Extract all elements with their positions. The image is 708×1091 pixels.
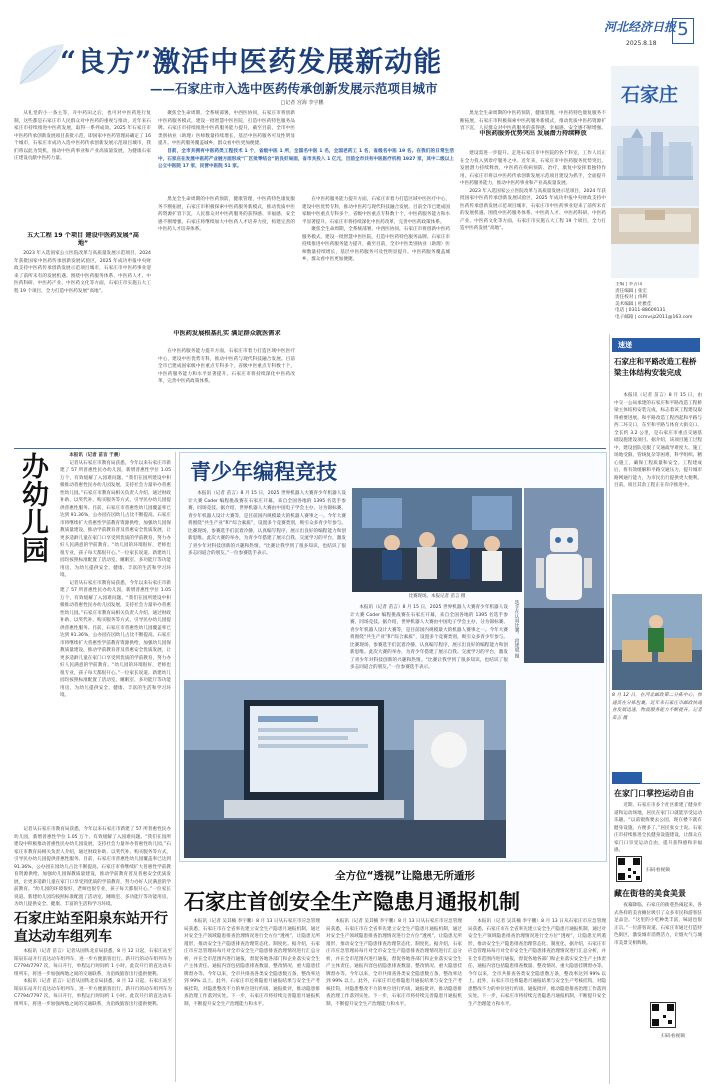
column-label-bar	[612, 772, 700, 784]
qr-code[interactable]	[616, 856, 642, 882]
qr-label-2: 扫码看视频	[661, 1034, 685, 1039]
issue-date: 2025.8.18	[626, 40, 657, 47]
street-body	[614, 902, 702, 998]
express-body	[614, 392, 702, 588]
column-paragraph: 近期，石家庄市多个社区新建了健身步道和运动场地，居民在家门口就能享受运动乐趣。“以前锻炼要去公园，现在楼下就有健身设施，方便多了。”居民张女士说。石家庄市持续推进全民健身设施建设，让群众在家门口享受运动自由，提升获得感和幸福感。	[614, 803, 702, 852]
left-story-paragraph: 记者从石家庄市教育局获悉，今年以来石家庄市新建了 57 所普惠性民办幼儿园，新增普惠性学位 1.05 万个，有效缓解了入园难问题。“我们在园所建设中积极推动普惠性民办幼儿园发展，支持社会力量举办普惠性幼儿园。”石家庄市教育局相关负责人介绍，通过财政补助、以奖代补、购买服务等方式，引导民办幼儿园提供普惠性服务。目前，石家庄市普惠性幼儿园覆盖率已达到 91.36%，公办园在园幼儿占比不断提高。石家庄市将继续扩大普惠性学前教育资源供给，加强幼儿园保教质量建设，推动学前教育普及普惠安全优质发展，让更多适龄儿童在家门口享受到优质的学前教育，努力办好人民满意的学前教育。“幼儿园的环境很好，老师也很专业，孩子每天都很开心。”一位家长说道。新建幼儿园均按照标准配置了活动室、睡眠室、多功能厅等功能用房，为幼儿提供安全、健康、丰富的生活和学习环境。	[60, 460, 171, 578]
courier-caption-text: 8 月 12 日，在河北邮政第二分拣中心，快递员在分拣包裹。近年来石家庄市邮政快递业发展迅速，物流服务能力不断提升。记者 苗言 摄	[612, 693, 702, 721]
coding-photo-3	[184, 680, 506, 858]
qr-code-icon	[617, 857, 641, 881]
express-title: 石家庄和平路改造工程桥梁主体结构安装完成	[614, 357, 697, 377]
safety-kicker: 全方位“透视”让隐患无所遁形	[335, 870, 475, 882]
qr-code-icon	[651, 1003, 675, 1027]
staff-line: 主编 | 李占山	[615, 282, 643, 287]
staff-line: 美术编辑 | 杜雅佳	[615, 301, 652, 307]
coding-caption-2-vertical	[512, 600, 522, 720]
coding-caption-2: 选手在认真比赛。 段建斌 摄	[514, 600, 519, 659]
coding-title: 青少年编程竞技	[190, 459, 337, 484]
express-paragraph: 本报讯（记者 苗言）8 月 15 日，由中交一公局承建的石家庄和平路改造工程桥梁主体结构安装完成，标志着该工程建设取得重要进展。和平路改造工程西起和平路与西二环交口，东至和平路与体育大街交口，全长约 3.2 公里，是石家庄市重点交通基础设施建设项目。据介绍，该项目施工过程中，建设团队克服了交通疏导难度大、施工场地受限、管线复杂等困难，科学组织、精心施工，确保工程质量和安全。工程建成后，将有效缓解和平路交通压力，提升城市路网通行能力，为市民出行提供更大便利。目前，项目其余工程正在有序推进中。	[614, 393, 702, 488]
left-story-paragraph: 记者从石家庄市教育局获悉，今年以来石家庄市新建了 57 所普惠性民办幼儿园，新增普惠性学位 1.05 万个，有效缓解了入园难问题。“我们在园所建设中积极推动普惠性民办幼儿园发展，支持社会力量举办普惠性幼儿园。”石家庄市教育局相关负责人介绍，通过财政补助、以奖代补、购买服务等方式，引导民办幼儿园提供普惠性服务。目前，石家庄市普惠性幼儿园覆盖率已达到 91.36%，公办园在园幼儿占比不断提高。石家庄市将继续扩大普惠性学前教育资源供给，加强幼儿园保教质量建设，推动学前教育普及普惠安全优质发展，让更多适龄儿童在家门口享受到优质的学前教育，努力办好人民满意的学前教育。“幼儿园的环境很好，老师也很专业，孩子每天都很开心。”一位家长说道。新建幼儿园均按照标准配置了活动室、睡眠室、多功能厅等功能用房，为幼儿提供安全、健康、丰富的生活和学习环境。	[60, 580, 171, 698]
lead-subheading-1: 五大工程 19 个项目 建设中医药发展“高地”	[27, 232, 139, 247]
staff-line: 责任编辑 | 张宏	[615, 288, 648, 294]
courier-caption	[612, 692, 702, 768]
street-paragraph: 夜幕降临，石家庄的街巷热闹起来。各式各样的美食摊位吸引了众多市民和游客驻足品尝。“这里的小吃种类丰富，味道也很正宗。”一位游客说道。石家庄市通过打造特色街区，激发城市消费活力，让烟火气与城市美景交相辉映。	[614, 903, 702, 946]
courier-photo-image	[612, 594, 702, 690]
lead-column-3	[302, 196, 450, 446]
rail-story-title: 石家庄站至阳泉东站开行直达动车组列车	[14, 911, 168, 945]
left-story-byline: 本报讯（记者 苗言 于晨）	[69, 453, 123, 458]
rail-story-body	[14, 948, 172, 1083]
column-divider	[175, 452, 176, 1082]
robot-photo	[524, 488, 604, 663]
staff-line: 责任校对 | 佟利	[615, 295, 648, 300]
safety-column-2	[326, 918, 462, 1084]
column-body	[614, 802, 702, 852]
lead-highlight-text: 目前，全市共拥有中医药类工程技术 1 个，省级中医 1 所，全国名中医 1 名，全国老药工 1 名，省级名中医 19 名。在我们的日常生活中，石家庄在发展中医药产业链方面形成“厂区批零结合”的良好局面，省市共投入 1 亿元，目前全市共有中医医疗机构 1927 家，其中二级以上公立中医院 17 家，民营中医院 51 家。	[158, 149, 454, 169]
lead-paragraph: 聚焦全生命周期，全系统部署，中西医协同，石家庄市将创新中医药服务模式，建设一批智慧中医医院，打造中医药特色服务品牌。石家庄市持续推进中医药服务能力提升，截至目前，全市中医类别执业（助理）医师数量持续增长，基层中医药服务可及性明显提升。中医药服务覆盖城乡，群众看中医更加便捷。	[158, 111, 295, 146]
coding-photo-1	[352, 488, 522, 592]
square-illustration	[611, 208, 699, 244]
editor-email[interactable]: 电子邮箱 | ccmvsjz2011@163.com	[615, 314, 693, 320]
lead-column-2c	[158, 348, 295, 446]
safety-paragraph: 本报讯（记者 吴其楠 李宇鹏）8 月 13 日从石家庄市应急管理局获悉，石家庄市在全省率先建立安全生产隐患月通报机制，通过对安全生产领域隐患排查治理情况进行全方位“透视”，让隐患无所遁形，推动安全生产隐患排查治理常态化、制度化。据介绍，石家庄市应急管理局每月对全市安全生产隐患排查治理情况进行汇总分析，并在全市范围内进行通报，督促各地各部门和企业落实安全生产主体责任。通报内容包括隐患排查数量、整改情况、重大隐患挂牌督办等。今年以来，全市共排查各类安全隐患数万条，整改率达到 99% 以上。此外，石家庄市还将隐患月通报结果与安全生产考核挂钩，对隐患整改不力的单位进行约谈、通报批评，推动隐患排查治理工作落到实处。下一步，石家庄市将持续完善隐患月通报机制，不断提升安全生产治理能力和水平。	[468, 919, 606, 1007]
left-story-body-2	[14, 826, 171, 906]
rail-story-paragraph: 本报讯（记者 苗言）记者从国铁北京局获悉，8 月 12 日起，石家庄站至阳泉东站开行直达动车组列车，进一步方便旅客出行。新开行的动车组列车为 C7794/7797 次，每日开行，单程运行时间约 1 小时。此次开行的直达动车组列车，将进一步加强两地之间的交通联系，为沿线旅客出行提供便利。	[14, 979, 172, 1007]
lead-paragraph: 黑龙全生命周期的中医药预防，健康管理，中医药特色康复服务不断拓展，石家庄市积极探索中医药服务新模式，推动优质中医药资源扩容下沉，人民群众对中医药服务的获得感、幸福感、安全感不断增强。	[460, 111, 606, 130]
page-number: 5	[677, 19, 689, 40]
left-story-title	[14, 452, 54, 822]
coding-caption-1: 比赛现场。本报记者 苗言 摄	[408, 594, 466, 599]
staff-line: 电话 | 0311-88609131	[615, 308, 666, 313]
right-column-divider	[609, 334, 610, 1084]
lead-paragraph: 聚焦全生命周期，全系统部署，中西医协同，石家庄市将创新中医药服务模式，建设一批智慧中医医院，打造中医药特色服务品牌。石家庄市持续推进中医药服务能力提升，截至目前，全市中医类别执业（助理）医师数量持续增长，基层中医药服务可及性明显提升。中医药服务覆盖城乡，群众看中医更加便捷。	[302, 227, 450, 262]
lead-paragraph: 2023 年入选国家公立医院改革与高质量发展示范项目，2024 年获批国家中医药传承创新发展试验区，2025 年成功申报中央财政支持中医药传承创新发展示范项目城市，石家庄市中医药事业迎来了前所未有的发展机遇。围绕中医药服务体系、中医药人才、中医药科研、中医药产业、中医药文化等方面，石家庄市实施五大工程 19 个项目，全力打造中医药发展“高地”。	[460, 188, 606, 231]
coding-paragraph: 本报讯（记者 苗言）8 月 15 日，2025 世界机器人大赛青少年机器人设计大赛 Coder 编程挑战赛在石家庄开幕，来自全国各地的 1395 名选手参赛，同场竞技。据介绍，世界机器人大赛由中国电子学会主办，分为锦标赛、青少年机器人设计大赛等，是目前国内规模最大的机器人赛事之一。今年大赛将围绕“共生产业”和“综合素质”，设置多个竞赛类别，吸引众多青少年参与。比赛现场，参赛选手们沉着冷静，认真编写程序，展示出良好的编程能力和创新思维。此次大赛的举办，为青少年搭建了展示自我、交流学习的平台，激发了青少年对科技创新的兴趣和热情。“比赛让我学到了很多知识，也结识了很多志同道合的朋友。”一位参赛选手表示。	[350, 605, 508, 670]
lead-column-2b	[158, 196, 295, 330]
students-photo	[352, 488, 522, 592]
title-decoration	[12, 38, 72, 90]
section-title-top: 石家庄	[621, 84, 679, 106]
lead-column-1b	[14, 250, 151, 445]
courier-photo	[612, 594, 702, 690]
lead-column-4b	[460, 150, 606, 446]
paper-name: 河北经济日报	[604, 20, 677, 34]
safety-column-3	[468, 918, 606, 1084]
lead-column-1	[14, 110, 151, 230]
lead-paragraph: 从礼堂的小一条主等，开中药田之后，也可对中医药进行复制，这些都是石家庄市人民群众对中医药的重视与推动，近年来石家庄市持续推进中医药发展，取得一系列成效。2025 年石家庄市中医药传承创新发展项目获批示范，即国家中医药管理局确定了 16 个城市，石家庄市成功入选中医药传承创新发展示范项目城市，我们将以此为契机，推动中医药事业和产业高质量发展，为健康石家庄建设贡献中医药力量。	[14, 111, 151, 161]
lead-subheading-2: 中医药发展根基扎实 满足群众就医需求	[173, 330, 281, 337]
lead-column-4	[460, 110, 606, 130]
lead-title: “良方”激活中医药发展新动能	[60, 45, 443, 76]
lead-paragraph: 黑龙全生命周期的中医药预防，健康管理，中医药特色康复服务不断拓展，石家庄市积极探索中医药服务新模式，推动优质中医药资源扩容下沉，人民群众对中医药服务的获得感、幸福感、安全感不断增强。石家庄将继续加大中医药人才培养力度，构建完善的中医药人才培养体系。	[158, 197, 295, 232]
left-story-paragraph: 记者从石家庄市教育局获悉，今年以来石家庄市新建了 57 所普惠性民办幼儿园，新增普惠性学位 1.05 万个，有效缓解了入园难问题。“我们在园所建设中积极推动普惠性民办幼儿园发展，支持社会力量举办普惠性幼儿园。”石家庄市教育局相关负责人介绍，通过财政补助、以奖代补、购买服务等方式，引导民办幼儿园提供普惠性服务。目前，石家庄市普惠性幼儿园覆盖率已达到 91.36%，公办园在园幼儿占比不断提高。石家庄市将继续扩大普惠性学前教育资源供给，加强幼儿园保教质量建设，推动学前教育普及普惠安全优质发展，让更多适龄儿童在家门口享受到优质的学前教育，努力办好人民满意的学前教育。“幼儿园的环境很好，老师也很专业，孩子每天都很开心。”一位家长说道。新建幼儿园均按照标准配置了活动室、睡眠室、多功能厅等功能用房，为幼儿提供安全、健康、丰富的生活和学习环境。	[14, 827, 171, 906]
masthead	[560, 14, 695, 56]
qr-code-2[interactable]	[650, 1002, 676, 1028]
laptop-photo	[184, 680, 506, 858]
safety-paragraph: 本报讯（记者 吴其楠 李宇鹏）8 月 13 日从石家庄市应急管理局获悉，石家庄市在全省率先建立安全生产隐患月通报机制，通过对安全生产领域隐患排查治理情况进行全方位“透视”，让隐患无所遁形，推动安全生产隐患排查治理常态化、制度化。据介绍，石家庄市应急管理局每月对全市安全生产隐患排查治理情况进行汇总分析，并在全市范围内进行通报，督促各地各部门和企业落实安全生产主体责任。通报内容包括隐患排查数量、整改情况、重大隐患挂牌督办等。今年以来，全市共排查各类安全隐患数万条，整改率达到 99% 以上。此外，石家庄市还将隐患月通报结果与安全生产考核挂钩，对隐患整改不力的单位进行约谈、通报批评，推动隐患排查治理工作落到实处。下一步，石家庄市将持续完善隐患月通报机制，不断提升安全生产治理能力和水平。	[184, 919, 320, 1007]
lead-paragraph: 2023 年入选国家公立医院改革与高质量发展示范项目，2024 年获批国家中医药传承创新发展试验区，2025 年成功申报中央财政支持中医药传承创新发展示范项目城市，石家庄市中医药事业迎来了前所未有的发展机遇。围绕中医药服务体系、中医药人才、中医药科研、中医药产业、中医药文化等方面，石家庄市实施五大工程 19 个项目，全力打造中医药发展“高地”。	[14, 251, 151, 294]
section-banner	[611, 66, 699, 278]
street-title: 藏在街巷的美食美景	[614, 889, 686, 898]
lead-paragraph: 建设需进一步提升。走进石家庄市中医院的各个科室，工作人员正在全力投入到诊疗服务之中。近年来，石家庄市中医药服务优势突出，发展潜力持续释放，中医药在疾病预防、治疗、康复中发挥着独特作用。石家庄市将以中医药传承创新发展示范项目建设为抓手，全面提升中医药服务能力，推动中医药事业和产业高质量发展。	[460, 151, 606, 186]
staff-list	[615, 282, 699, 326]
column-title: 在家门口掌控运动自由	[614, 789, 694, 798]
section-divider	[14, 448, 606, 449]
lead-column-2	[158, 110, 295, 147]
lead-byline: □记者 宫海 李宇鹏	[280, 100, 324, 106]
lead-subtitle: ——石家庄市入选中医药传承创新发展示范项目城市	[150, 81, 438, 96]
coding-photo-2	[524, 488, 604, 663]
lead-paragraph: 在中医药服务能力提升方面，石家庄市着力打造区域中医医疗中心，建设中医优势专科，推动中医药与现代科技融合发展。目前全市已建成国家级中医重点专科多个，省级中医重点专科数十个，中医药服务能力和水平显著提升。石家庄市将持续深化中医药改革，完善中医药政策体系。	[158, 349, 295, 384]
express-label: 速递	[618, 341, 632, 349]
skyline-illustration	[611, 126, 699, 206]
left-story-headline: 办幼儿园	[17, 452, 48, 564]
express-label-bar	[612, 338, 700, 352]
safety-paragraph: 本报讯（记者 吴其楠 李宇鹏）8 月 13 日从石家庄市应急管理局获悉，石家庄市在全省率先建立安全生产隐患月通报机制，通过对安全生产领域隐患排查治理情况进行全方位“透视”，让隐患无所遁形，推动安全生产隐患排查治理常态化、制度化。据介绍，石家庄市应急管理局每月对全市安全生产隐患排查治理情况进行汇总分析，并在全市范围内进行通报，督促各地各部门和企业落实安全生产主体责任。通报内容包括隐患排查数量、整改情况、重大隐患挂牌督办等。今年以来，全市共排查各类安全隐患数万条，整改率达到 99% 以上。此外，石家庄市还将隐患月通报结果与安全生产考核挂钩，对隐患整改不力的单位进行约谈、通报批评，推动隐患排查治理工作落到实处。下一步，石家庄市将持续完善隐患月通报机制，不断提升安全生产治理能力和水平。	[326, 919, 462, 1007]
safety-column-1	[184, 918, 320, 1084]
coding-paragraph: 本报讯（记者 苗言）8 月 15 日，2025 世界机器人大赛青少年机器人设计大赛 Coder 编程挑战赛在石家庄开幕，来自全国各地的 1395 名选手参赛，同场竞技。据介绍，世界机器人大赛由中国电子学会主办，分为锦标赛、青少年机器人设计大赛等，是目前国内规模最大的机器人赛事之一。今年大赛将围绕“共生产业”和“综合素质”，设置多个竞赛类别，吸引众多青少年参与。比赛现场，参赛选手们沉着冷静，认真编写程序，展示出良好的编程能力和创新思维。此次大赛的举办，为青少年搭建了展示自我、交流学习的平台，激发了青少年对科技创新的兴趣和热情。“比赛让我学到了很多知识，也结识了很多志同道合的朋友。”一位参赛选手表示。	[188, 491, 346, 556]
column-label	[612, 772, 642, 783]
coding-body-2	[350, 604, 508, 678]
rail-story-paragraph: 本报讯（记者 苗言）记者从国铁北京局获悉，8 月 12 日起，石家庄站至阳泉东站开行直达动车组列车，进一步方便旅客出行。新开行的动车组列车为 C7794/7797 次，每日开行，单程运行时间约 1 小时。此次开行的直达动车组列车，将进一步加强两地之间的交通联系，为沿线旅客出行提供便利。	[14, 949, 172, 977]
safety-title: 石家庄首创安全生产隐患月通报机制	[184, 889, 520, 914]
lead-paragraph: 在中医药服务能力提升方面，石家庄市着力打造区域中医医疗中心，建设中医优势专科，推动中医药与现代科技融合发展。目前全市已建成国家级中医重点专科多个，省级中医重点专科数十个，中医药服务能力和水平显著提升。石家庄市将持续深化中医药改革，完善中医药政策体系。	[302, 197, 450, 225]
coding-body	[188, 490, 346, 700]
qr-label: 扫码看视频	[646, 868, 670, 873]
lead-highlight	[158, 148, 454, 192]
lead-subheading-3: 中医药服务优势突出 发展潜力持续释放	[479, 130, 587, 137]
